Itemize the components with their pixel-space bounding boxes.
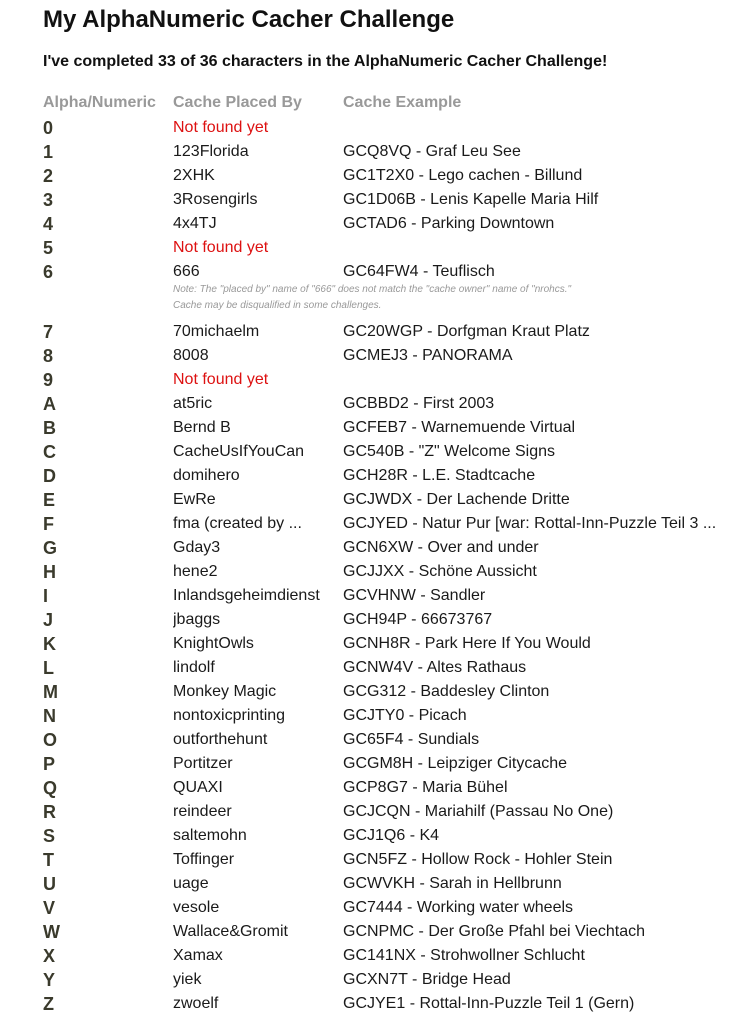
character-cell: 9	[43, 370, 54, 390]
placed-by-cell: Xamax	[173, 947, 223, 964]
character-cell: 5	[43, 238, 54, 258]
placed-by-cell: EwRe	[173, 491, 216, 508]
cache-example-link[interactable]: GCNPMC - Der Große Pfahl bei Viechtach	[343, 923, 646, 940]
placed-by-cell: nontoxicprinting	[173, 707, 286, 724]
table-row	[43, 164, 743, 188]
cache-example-link[interactable]: GC7444 - Working water wheels	[343, 899, 574, 916]
placed-by-cell: 4x4TJ	[173, 215, 217, 232]
cache-example-link[interactable]: GCQ8VQ - Graf Leu See	[343, 143, 521, 160]
cache-example-link[interactable]: GC20WGP - Dorfgman Kraut Platz	[343, 323, 590, 340]
cache-example-link[interactable]: GCJYE1 - Rottal-Inn-Puzzle Teil 1 (Gern)	[343, 995, 635, 1012]
character-cell: D	[43, 466, 56, 486]
cache-example-link[interactable]: GC64FW4 - Teuflisch	[343, 263, 495, 280]
character-cell: 1	[43, 142, 54, 162]
cache-example-link[interactable]: GC65F4 - Sundials	[343, 731, 480, 748]
cache-example-link[interactable]: GCMEJ3 - PANORAMA	[343, 347, 513, 364]
placed-by-cell: at5ric	[173, 395, 213, 412]
table-row	[43, 800, 743, 824]
placed-by-cell: yiek	[173, 971, 202, 988]
not-found-label: Not found yet	[173, 371, 269, 388]
placed-by-cell: QUAXI	[173, 779, 223, 796]
cache-example-link[interactable]: GCBBD2 - First 2003	[343, 395, 495, 412]
character-cell: K	[43, 634, 56, 654]
cache-example-link[interactable]: GCVHNW - Sandler	[343, 587, 486, 604]
column-header-alpha-numeric: Alpha/Numeric	[43, 94, 156, 111]
character-cell: I	[43, 586, 49, 606]
table-row	[43, 536, 743, 560]
character-cell: S	[43, 826, 56, 846]
table-row	[43, 680, 743, 704]
cache-example-link[interactable]: GCJTY0 - Picach	[343, 707, 467, 724]
character-cell: B	[43, 418, 56, 438]
table-row	[43, 260, 743, 320]
placed-by-cell: 3Rosengirls	[173, 191, 258, 208]
placed-by-cell: Monkey Magic	[173, 683, 277, 700]
not-found-label: Not found yet	[173, 119, 269, 136]
character-cell: O	[43, 730, 58, 750]
cache-example-link[interactable]: GCN6XW - Over and under	[343, 539, 539, 556]
placed-by-cell: Portitzer	[173, 755, 233, 772]
table-row	[43, 236, 743, 260]
character-cell: T	[43, 850, 54, 870]
character-cell: V	[43, 898, 56, 918]
table-row	[43, 752, 743, 776]
placed-by-cell: CacheUsIfYouCan	[173, 443, 305, 460]
table-row	[43, 848, 743, 872]
cache-example-link[interactable]: GCH28R - L.E. Stadtcache	[343, 467, 536, 484]
placed-by-cell: jbaggs	[173, 611, 221, 628]
cache-example-link[interactable]: GC540B - "Z" Welcome Signs	[343, 443, 556, 460]
table-row	[43, 416, 743, 440]
cache-example-link[interactable]: GCJJXX - Schöne Aussicht	[343, 563, 537, 580]
character-cell: R	[43, 802, 56, 822]
table-row	[43, 776, 743, 800]
table-row	[43, 344, 743, 368]
character-cell: 0	[43, 118, 54, 138]
table-row	[43, 116, 743, 140]
cache-example-link[interactable]: GCNW4V - Altes Rathaus	[343, 659, 527, 676]
placed-by-cell: reindeer	[173, 803, 232, 820]
table-row	[43, 392, 743, 416]
character-cell: F	[43, 514, 54, 534]
column-header-cache-example: Cache Example	[343, 94, 462, 111]
character-cell: G	[43, 538, 58, 558]
placed-by-cell: 666	[173, 263, 200, 280]
table-row	[43, 212, 743, 236]
placed-by-cell: Inlandsgeheimdienst	[173, 587, 320, 604]
owner-mismatch-note: Note: The "placed by" name of "666" does not match the "cache owner" name of "nrohcs." Cache may be disqualified in some challenges.	[173, 284, 572, 311]
cache-example-link[interactable]: GCJCQN - Mariahilf (Passau No One)	[343, 803, 614, 820]
placed-by-cell: 70michaelm	[173, 323, 260, 340]
character-cell: W	[43, 922, 60, 942]
character-cell: M	[43, 682, 58, 702]
table-row	[43, 992, 743, 1016]
cache-example-link[interactable]: GCGM8H - Leipziger Citycache	[343, 755, 568, 772]
character-cell: U	[43, 874, 56, 894]
cache-example-link[interactable]: GCJWDX - Der Lachende Dritte	[343, 491, 570, 508]
table-row	[43, 632, 743, 656]
placed-by-cell: lindolf	[173, 659, 215, 676]
placed-by-cell: 123Florida	[173, 143, 249, 160]
table-row	[43, 728, 743, 752]
not-found-label: Not found yet	[173, 239, 269, 256]
placed-by-cell: zwoelf	[173, 995, 219, 1012]
character-cell: 8	[43, 346, 54, 366]
table-row	[43, 320, 743, 344]
character-cell: P	[43, 754, 56, 774]
character-cell: Q	[43, 778, 58, 798]
placed-by-cell: Toffinger	[173, 851, 235, 868]
table-row	[43, 584, 743, 608]
placed-by-cell: KnightOwls	[173, 635, 254, 652]
cache-example-link[interactable]: GCFEB7 - Warnemuende Virtual	[343, 419, 576, 436]
cache-example-link[interactable]: GC1T2X0 - Lego cachen - Billund	[343, 167, 583, 184]
placed-by-cell: Bernd B	[173, 419, 231, 436]
placed-by-cell: Gday3	[173, 539, 221, 556]
character-cell: 6	[43, 262, 54, 282]
cache-example-link[interactable]: GCP8G7 - Maria Bühel	[343, 779, 508, 796]
cache-example-link[interactable]: GCG312 - Baddesley Clinton	[343, 683, 550, 700]
table-row	[43, 512, 743, 536]
character-cell: C	[43, 442, 56, 462]
character-cell: X	[43, 946, 56, 966]
placed-by-cell: outforthehunt	[173, 731, 268, 748]
placed-by-cell: uage	[173, 875, 209, 892]
character-cell: Z	[43, 994, 54, 1014]
placed-by-cell: Wallace&Gromit	[173, 923, 288, 940]
table-header	[43, 94, 743, 116]
cache-example-link[interactable]: GCXN7T - Bridge Head	[343, 971, 511, 988]
cache-example-link[interactable]: GCH94P - 66673767	[343, 611, 493, 628]
character-cell: H	[43, 562, 56, 582]
placed-by-cell: hene2	[173, 563, 218, 580]
character-cell: E	[43, 490, 56, 510]
placed-by-cell: saltemohn	[173, 827, 247, 844]
table-row	[43, 872, 743, 896]
character-cell: 7	[43, 322, 54, 342]
placed-by-cell: 8008	[173, 347, 209, 364]
character-table	[43, 116, 743, 1016]
character-cell: A	[43, 394, 56, 414]
table-row	[43, 944, 743, 968]
challenge-summary: I've completed 33 of 36 characters in the AlphaNumeric Cacher Challenge!	[43, 53, 608, 70]
table-row	[43, 656, 743, 680]
table-row	[43, 968, 743, 992]
cache-example-link[interactable]: GC1D06B - Lenis Kapelle Maria Hilf	[343, 191, 599, 208]
table-row	[43, 188, 743, 212]
table-row	[43, 920, 743, 944]
placed-by-cell: vesole	[173, 899, 220, 916]
column-header-cache-placed-by: Cache Placed By	[173, 94, 302, 111]
cache-example-link[interactable]: GCJYED - Natur Pur [war: Rottal-Inn-Puzzle Teil 3 ...	[343, 515, 717, 532]
cache-example-link[interactable]: GCJ1Q6 - K4	[343, 827, 440, 844]
table-row	[43, 368, 743, 392]
table-row	[43, 440, 743, 464]
cache-example-link[interactable]: GCNH8R - Park Here If You Would	[343, 635, 591, 652]
table-row	[43, 488, 743, 512]
cache-example-link[interactable]: GCTAD6 - Parking Downtown	[343, 215, 555, 232]
table-row	[43, 140, 743, 164]
character-cell: N	[43, 706, 56, 726]
character-cell: Y	[43, 970, 56, 990]
table-row	[43, 560, 743, 584]
placed-by-cell: 2XHK	[173, 167, 215, 184]
character-cell: J	[43, 610, 54, 630]
table-row	[43, 824, 743, 848]
character-cell: 2	[43, 166, 54, 186]
table-row	[43, 704, 743, 728]
cache-example-link[interactable]: GC141NX - Strohwollner Schlucht	[343, 947, 585, 964]
table-row	[43, 608, 743, 632]
cache-example-link[interactable]: GCN5FZ - Hollow Rock - Hohler Stein	[343, 851, 613, 868]
character-cell: 3	[43, 190, 54, 210]
character-cell: 4	[43, 214, 54, 234]
table-row	[43, 464, 743, 488]
placed-by-cell: domihero	[173, 467, 240, 484]
table-row	[43, 896, 743, 920]
placed-by-cell: fma (created by ...	[173, 515, 302, 532]
cache-example-link[interactable]: GCWVKH - Sarah in Hellbrunn	[343, 875, 562, 892]
character-cell: L	[43, 658, 54, 678]
page-title: My AlphaNumeric Cacher Challenge	[43, 6, 455, 33]
